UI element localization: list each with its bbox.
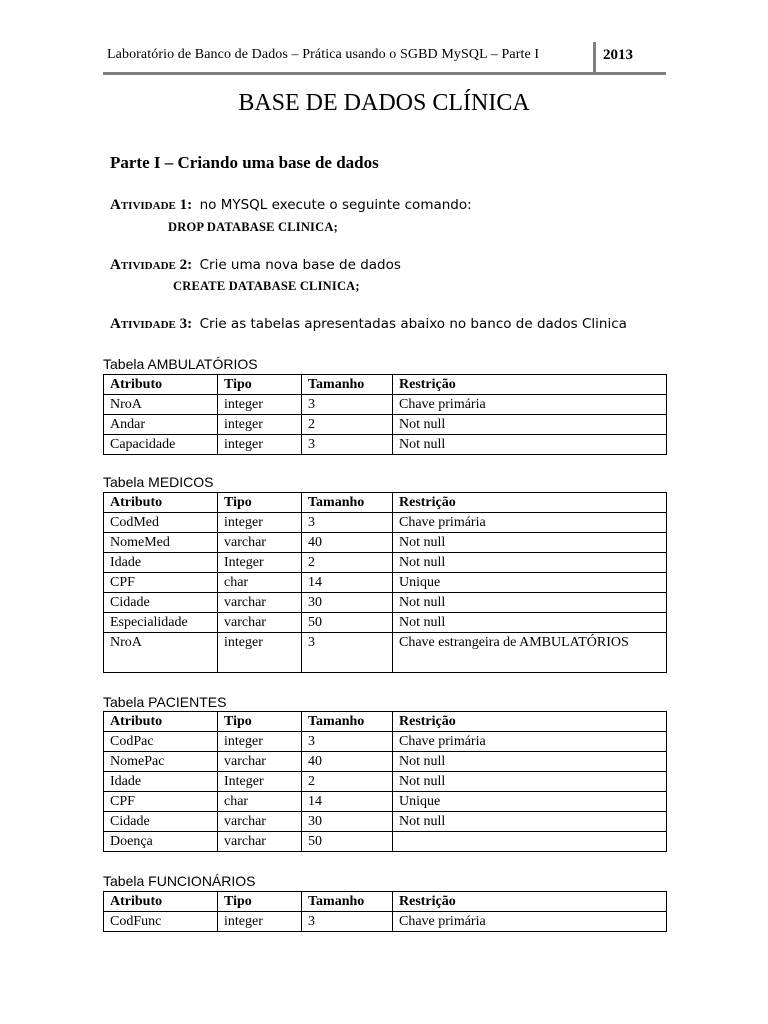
command-drop-database: DROP DATABASE CLINICA; — [168, 220, 338, 234]
cell-tipo: varchar — [218, 812, 302, 832]
cell-atributo: CPF — [104, 792, 218, 812]
cell-atributo: CodMed — [104, 513, 218, 533]
table-row — [104, 435, 667, 455]
table-header-row — [104, 892, 667, 912]
activity-label: Atividade 3: — [110, 316, 193, 332]
table-row — [104, 732, 667, 752]
activity-3 — [110, 316, 627, 333]
cell-tipo: char — [218, 573, 302, 593]
cell-tamanho: 3 — [302, 513, 393, 533]
cell-atributo: Andar — [104, 415, 218, 435]
cell-restricao: Chave primária — [393, 732, 667, 752]
cell-tamanho: 30 — [302, 593, 393, 613]
header-restricao: Restrição — [393, 493, 667, 513]
cell-tipo: varchar — [218, 533, 302, 553]
cell-tamanho: 3 — [302, 633, 393, 673]
activity-label: Atividade 1: — [110, 197, 193, 213]
table-pacientes — [103, 711, 667, 852]
header-atributo: Atributo — [104, 375, 218, 395]
table-row — [104, 633, 667, 673]
cell-atributo: NroA — [104, 633, 218, 673]
table-row — [104, 812, 667, 832]
table-funcionarios — [103, 891, 667, 932]
document-title: BASE DE DADOS CLÍNICA — [238, 90, 530, 116]
cell-tamanho: 40 — [302, 533, 393, 553]
header-separator — [593, 42, 596, 72]
activity-text: no MYSQL execute o seguinte comando: — [199, 197, 472, 213]
caption-name: FUNCIONÁRIOS — [148, 873, 256, 889]
caption-name: PACIENTES — [148, 694, 227, 710]
activity-1 — [110, 197, 472, 214]
cell-atributo: NomePac — [104, 752, 218, 772]
cell-tamanho: 50 — [302, 832, 393, 852]
table-caption-funcionarios — [103, 873, 256, 889]
caption-name: AMBULATÓRIOS — [147, 356, 258, 372]
activity-text: Crie as tabelas apresentadas abaixo no banco de dados Clinica — [199, 316, 627, 332]
cell-tipo: varchar — [218, 613, 302, 633]
cell-atributo: Doença — [104, 832, 218, 852]
cell-restricao: Chave primária — [393, 395, 667, 415]
cell-tipo: varchar — [218, 593, 302, 613]
table-row — [104, 415, 667, 435]
cell-atributo: CodFunc — [104, 912, 218, 932]
cell-restricao: Not null — [393, 553, 667, 573]
header-tipo: Tipo — [218, 892, 302, 912]
cell-restricao: Not null — [393, 593, 667, 613]
cell-tamanho: 2 — [302, 553, 393, 573]
cell-restricao: Not null — [393, 435, 667, 455]
cell-restricao: Not null — [393, 752, 667, 772]
table-row — [104, 792, 667, 812]
table-ambulatorios — [103, 374, 667, 455]
caption-prefix: Tabela — [103, 474, 145, 490]
header-tamanho: Tamanho — [302, 375, 393, 395]
cell-tipo: integer — [218, 395, 302, 415]
table-header-row — [104, 375, 667, 395]
cell-restricao: Chave estrangeira de AMBULATÓRIOS — [393, 633, 667, 673]
cell-tipo: varchar — [218, 832, 302, 852]
cell-restricao — [393, 832, 667, 852]
caption-prefix: Tabela — [103, 694, 145, 710]
cell-tipo: Integer — [218, 772, 302, 792]
header-atributo: Atributo — [104, 493, 218, 513]
cell-tamanho: 3 — [302, 732, 393, 752]
command-create-database: CREATE DATABASE CLINICA; — [173, 279, 360, 293]
header-restricao: Restrição — [393, 712, 667, 732]
page-header — [103, 40, 666, 75]
table-row — [104, 513, 667, 533]
header-atributo: Atributo — [104, 892, 218, 912]
cell-restricao: Not null — [393, 613, 667, 633]
cell-tipo: integer — [218, 415, 302, 435]
header-tamanho: Tamanho — [302, 493, 393, 513]
cell-atributo: CPF — [104, 573, 218, 593]
activity-label: Atividade 2: — [110, 257, 193, 273]
header-tipo: Tipo — [218, 375, 302, 395]
table-caption-medicos — [103, 474, 214, 490]
cell-tipo: integer — [218, 732, 302, 752]
cell-atributo: NomeMed — [104, 533, 218, 553]
cell-restricao: Chave primária — [393, 912, 667, 932]
table-row — [104, 593, 667, 613]
cell-tipo: char — [218, 792, 302, 812]
table-row — [104, 395, 667, 415]
header-tamanho: Tamanho — [302, 892, 393, 912]
cell-tamanho: 14 — [302, 792, 393, 812]
header-tamanho: Tamanho — [302, 712, 393, 732]
cell-restricao: Not null — [393, 415, 667, 435]
cell-tamanho: 40 — [302, 752, 393, 772]
header-year: 2013 — [603, 47, 633, 63]
cell-atributo: CodPac — [104, 732, 218, 752]
table-row — [104, 912, 667, 932]
cell-atributo: Cidade — [104, 812, 218, 832]
table-row — [104, 772, 667, 792]
cell-tamanho: 50 — [302, 613, 393, 633]
cell-tamanho: 2 — [302, 415, 393, 435]
table-row — [104, 553, 667, 573]
cell-tamanho: 3 — [302, 435, 393, 455]
cell-tipo: integer — [218, 633, 302, 673]
header-atributo: Atributo — [104, 712, 218, 732]
cell-tipo: Integer — [218, 553, 302, 573]
cell-tamanho: 30 — [302, 812, 393, 832]
header-text: Laboratório de Banco de Dados – Prática usando o SGBD MySQL – Parte I — [107, 47, 540, 62]
activity-2 — [110, 257, 401, 274]
cell-tamanho: 3 — [302, 912, 393, 932]
caption-prefix: Tabela — [103, 873, 145, 889]
table-medicos — [103, 492, 667, 673]
header-tipo: Tipo — [218, 493, 302, 513]
table-header-row — [104, 712, 667, 732]
header-restricao: Restrição — [393, 375, 667, 395]
cell-restricao: Not null — [393, 533, 667, 553]
cell-tamanho: 2 — [302, 772, 393, 792]
table-caption-ambulatorios — [103, 356, 258, 372]
cell-tipo: integer — [218, 435, 302, 455]
cell-restricao: Chave primária — [393, 513, 667, 533]
cell-restricao: Not null — [393, 812, 667, 832]
cell-tamanho: 3 — [302, 395, 393, 415]
cell-tamanho: 14 — [302, 573, 393, 593]
table-row — [104, 613, 667, 633]
table-row — [104, 533, 667, 553]
table-caption-pacientes — [103, 694, 226, 710]
cell-tipo: integer — [218, 513, 302, 533]
table-row — [104, 573, 667, 593]
cell-tipo: integer — [218, 912, 302, 932]
caption-name: MEDICOS — [148, 474, 214, 490]
part-title: Parte I – Criando uma base de dados — [110, 153, 379, 172]
caption-prefix: Tabela — [103, 356, 145, 372]
cell-atributo: NroA — [104, 395, 218, 415]
table-row — [104, 832, 667, 852]
header-tipo: Tipo — [218, 712, 302, 732]
cell-atributo: Especialidade — [104, 613, 218, 633]
table-row — [104, 752, 667, 772]
cell-atributo: Cidade — [104, 593, 218, 613]
cell-tipo: varchar — [218, 752, 302, 772]
cell-restricao: Unique — [393, 792, 667, 812]
cell-atributo: Idade — [104, 772, 218, 792]
activity-text: Crie uma nova base de dados — [199, 257, 401, 273]
cell-atributo: Idade — [104, 553, 218, 573]
header-restricao: Restrição — [393, 892, 667, 912]
table-header-row — [104, 493, 667, 513]
cell-restricao: Not null — [393, 772, 667, 792]
cell-atributo: Capacidade — [104, 435, 218, 455]
cell-restricao: Unique — [393, 573, 667, 593]
